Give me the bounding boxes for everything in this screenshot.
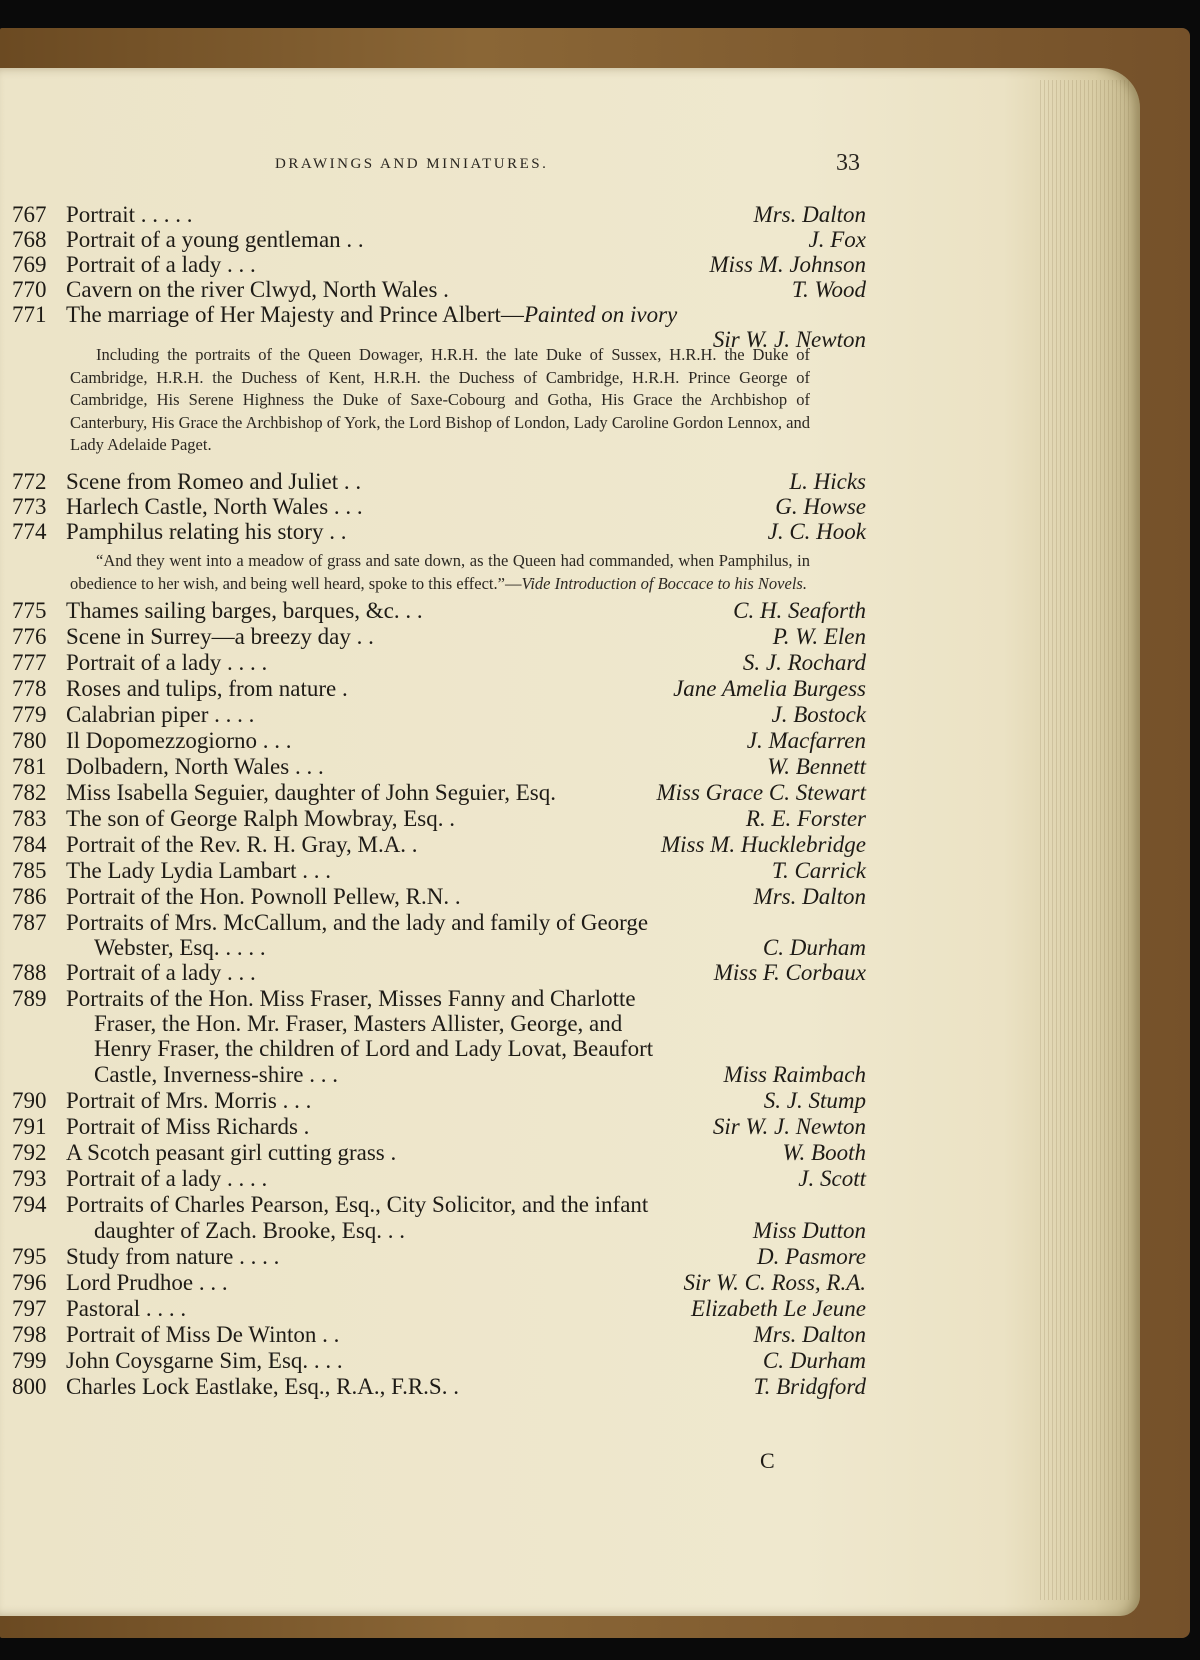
catalogue-entry [0, 1011, 880, 1038]
entry-artist: T. Carrick [771, 858, 866, 883]
entry-title: Portrait of Miss Richards . [66, 1114, 310, 1139]
entry-number: 778 [12, 676, 47, 701]
entry-artist: Sir W. J. Newton [712, 327, 866, 352]
catalogue-entry [0, 1114, 880, 1141]
catalogue-entry [0, 960, 880, 987]
entry-artist: C. Durham [762, 935, 866, 960]
entry-artist: W. Booth [782, 1140, 866, 1165]
entry-title: Portraits of the Hon. Miss Fraser, Misses Fanny and Charlotte [66, 986, 636, 1011]
entry-title: Calabrian piper . . . . [66, 702, 255, 727]
entry-number: 771 [12, 302, 47, 327]
entry-title: Fraser, the Hon. Mr. Fraser, Masters Allister, George, and [94, 1011, 623, 1036]
entry-title: Portrait of Miss De Winton . . [66, 1322, 340, 1347]
catalogue-entry [0, 598, 880, 625]
entry-number: 773 [12, 494, 47, 519]
catalogue-entry [0, 202, 880, 229]
entry-title: Pastoral . . . . [66, 1296, 187, 1321]
catalogue-entry [0, 469, 880, 496]
entry-title: Roses and tulips, from nature . [66, 676, 348, 701]
entry-title: Portrait of a lady . . . . [66, 650, 268, 675]
entry-artist: J. Macfarren [746, 728, 866, 753]
entry-artist: Mrs. Dalton [753, 202, 866, 227]
entry-title: Henry Fraser, the children of Lord and Lady Lovat, Beaufort [94, 1036, 654, 1061]
entry-title: daughter of Zach. Brooke, Esq. . . [94, 1218, 406, 1243]
note-774 [70, 550, 810, 595]
entry-number: 800 [12, 1374, 47, 1399]
entry-title: Study from nature . . . . [66, 1244, 280, 1269]
catalogue-entry [0, 624, 880, 651]
entry-number: 789 [12, 986, 47, 1011]
entry-title: Portrait of a lady . . . [66, 252, 256, 277]
catalogue-entry [0, 1140, 880, 1167]
catalogue-entry [0, 1062, 880, 1089]
catalogue-entry [0, 884, 880, 911]
catalogue-entry [0, 1374, 880, 1401]
running-header: DRAWINGS AND MINIATURES. [275, 156, 549, 172]
entry-number: 786 [12, 884, 47, 909]
catalogue-entry [0, 986, 880, 1013]
entry-title: Miss Isabella Seguier, daughter of John Seguier, Esq. [66, 780, 557, 805]
entry-title: Portraits of Mrs. McCallum, and the lady and family of George [66, 910, 649, 935]
entry-number: 785 [12, 858, 47, 883]
catalogue-entry [0, 494, 880, 521]
entry-title: Portrait of a young gentleman . . [66, 227, 364, 252]
entry-number: 779 [12, 702, 47, 727]
entry-artist: R. E. Forster [745, 806, 866, 831]
entry-number: 798 [12, 1322, 47, 1347]
entry-number: 767 [12, 202, 47, 227]
entry-number: 799 [12, 1348, 47, 1373]
entry-number: 775 [12, 598, 47, 623]
entry-number: 782 [12, 780, 47, 805]
catalogue-entry [0, 754, 880, 781]
entry-title: Webster, Esq. . . . . [94, 935, 266, 960]
catalogue-entry [0, 227, 880, 254]
entry-number: 797 [12, 1296, 47, 1321]
entry-title: Portrait of Mrs. Morris . . . [66, 1088, 312, 1113]
entry-title-medium: Painted on ivory [523, 302, 678, 327]
entry-title: Portrait of a lady . . . [66, 960, 256, 985]
entry-number: 788 [12, 960, 47, 985]
entry-title: Cavern on the river Clwyd, North Wales . [66, 277, 449, 302]
entry-artist: S. J. Rochard [742, 650, 866, 675]
entry-number: 790 [12, 1088, 47, 1113]
entry-number: 794 [12, 1192, 47, 1217]
entry-title: Harlech Castle, North Wales . . . [66, 494, 363, 519]
catalogue-entry [0, 780, 880, 807]
catalogue-entry [0, 519, 880, 546]
note-771: Including the portraits of the Queen Dowager, H.R.H. the late Duke of Sussex, H.R.H. the Duke of Cambridge, H.R.H. the Duchess of Kent, H.R.H. the Duchess of Cambridge, H.R.H. Prince George of Cambridge, His Serene Highness the Duke of Saxe-Cobourg and Gotha, His Grace the Archbishop of Canterbury, His Grace the Archbishop of York, the Lord Bishop of London, Lady Caroline Gordon Lennox, and Lady Adelaide Paget. [70, 345, 810, 454]
entry-number: 781 [12, 754, 47, 779]
entry-artist: Miss F. Corbaux [713, 960, 866, 985]
catalogue-entry [0, 1270, 880, 1297]
entry-number: 793 [12, 1166, 47, 1191]
entry-artist: Jane Amelia Burgess [673, 676, 866, 701]
catalogue-entry [0, 1348, 880, 1375]
note-774-text: “And they went into a meadow of grass and sate down, as the Queen had commanded, when Pamphilus, in obedience to her wish, and being well heard, spoke to this effect.”— [70, 551, 810, 593]
catalogue-entry [0, 910, 880, 937]
entry-artist: Sir W. C. Ross, R.A. [683, 1270, 866, 1295]
entry-artist: C. H. Seaforth [733, 598, 866, 623]
entry-number: 768 [12, 227, 47, 252]
entry-number: 772 [12, 469, 47, 494]
entry-number: 787 [12, 910, 47, 935]
catalogue-entry [0, 676, 880, 703]
entry-title: Thames sailing barges, barques, &c. . . [66, 598, 423, 623]
entry-title: Scene from Romeo and Juliet . . [66, 469, 362, 494]
entry-title: The son of George Ralph Mowbray, Esq. . [66, 806, 456, 831]
entry-number: 791 [12, 1114, 47, 1139]
catalogue-entry [0, 1244, 880, 1271]
catalogue-entry [0, 832, 880, 859]
entry-artist: J. C. Hook [767, 519, 866, 544]
entry-title: John Coysgarne Sim, Esq. . . . [66, 1348, 343, 1373]
entry-title: Portrait of the Rev. R. H. Gray, M.A. . [66, 832, 418, 857]
entry-artist: P. W. Elen [772, 624, 866, 649]
entry-number: 784 [12, 832, 47, 857]
entry-artist: Miss Raimbach [723, 1062, 866, 1087]
entry-artist: T. Wood [791, 277, 866, 302]
catalogue-entry [0, 702, 880, 729]
catalogue-entry [0, 1088, 880, 1115]
entry-artist: T. Bridgford [753, 1374, 866, 1399]
page-number: 33 [836, 150, 860, 176]
catalogue-entry [0, 1296, 880, 1323]
entry-title: The marriage of Her Majesty and Prince Albert—Painted on ivory [66, 302, 678, 327]
signature-mark: C [760, 1448, 775, 1473]
entry-title: Il Dopomezzogiorno . . . [66, 728, 292, 753]
entry-artist: Miss Grace C. Stewart [656, 780, 866, 805]
entry-artist: J. Bostock [771, 702, 866, 727]
entry-number: 783 [12, 806, 47, 831]
catalogue-entry [0, 277, 880, 304]
entry-number: 795 [12, 1244, 47, 1269]
entry-number: 796 [12, 1270, 47, 1295]
entry-artist: G. Howse [775, 494, 866, 519]
entry-title: Portrait of a lady . . . . [66, 1166, 268, 1191]
entry-artist: D. Pasmore [756, 1244, 866, 1269]
entry-artist: C. Durham [762, 1348, 866, 1373]
catalogue-entry [0, 728, 880, 755]
entry-artist: L. Hicks [789, 469, 866, 494]
entry-artist: S. J. Stump [763, 1088, 866, 1113]
entry-artist: Miss M. Johnson [709, 252, 866, 277]
catalogue-entry [0, 1166, 880, 1193]
entry-title: Portrait of the Hon. Pownoll Pellew, R.N. . [66, 884, 461, 909]
note-774-reference: Vide Introduction of Boccace to his Novels. [521, 573, 807, 593]
entry-title: A Scotch peasant girl cutting grass . [66, 1140, 397, 1165]
entry-artist: W. Bennett [767, 754, 866, 779]
entry-number: 776 [12, 624, 47, 649]
entry-number: 770 [12, 277, 47, 302]
entry-artist: Mrs. Dalton [753, 884, 866, 909]
entry-artist: Mrs. Dalton [753, 1322, 866, 1347]
catalogue-entry [0, 1322, 880, 1349]
entry-title: Portraits of Charles Pearson, Esq., City Solicitor, and the infant [66, 1192, 649, 1217]
entry-title: The Lady Lydia Lambart . . . [66, 858, 332, 883]
entry-title: Charles Lock Eastlake, Esq., R.A., F.R.S. . [66, 1374, 459, 1399]
entry-number: 769 [12, 252, 47, 277]
entry-title: Scene in Surrey—a breezy day . . [66, 624, 374, 649]
catalogue-entry [0, 1036, 880, 1063]
catalogue-entry [0, 302, 880, 329]
catalogue-entry [0, 1218, 880, 1245]
entry-title: Pamphilus relating his story . . [66, 519, 347, 544]
entry-title: Portrait . . . . . [66, 202, 193, 227]
entry-title: Lord Prudhoe . . . [66, 1270, 228, 1295]
entry-title: Castle, Inverness-shire . . . [94, 1062, 338, 1087]
entry-title: Dolbadern, North Wales . . . [66, 754, 324, 779]
entry-artist: Sir W. J. Newton [712, 1114, 866, 1139]
entry-artist: Elizabeth Le Jeune [690, 1296, 866, 1321]
entry-artist: Miss M. Hucklebridge [660, 832, 866, 857]
entry-number: 774 [12, 519, 47, 544]
entry-number: 780 [12, 728, 47, 753]
entry-number: 777 [12, 650, 47, 675]
catalogue-entry [0, 935, 880, 962]
entry-artist: Miss Dutton [752, 1218, 866, 1243]
catalogue-entry [0, 252, 880, 279]
catalogue-entry [0, 806, 880, 833]
catalogue-entry [0, 650, 880, 677]
entry-number: 792 [12, 1140, 47, 1165]
entry-artist: J. Fox [808, 227, 866, 252]
entry-artist: J. Scott [798, 1166, 866, 1191]
catalogue-entry [0, 1192, 880, 1219]
catalogue-entry [0, 858, 880, 885]
